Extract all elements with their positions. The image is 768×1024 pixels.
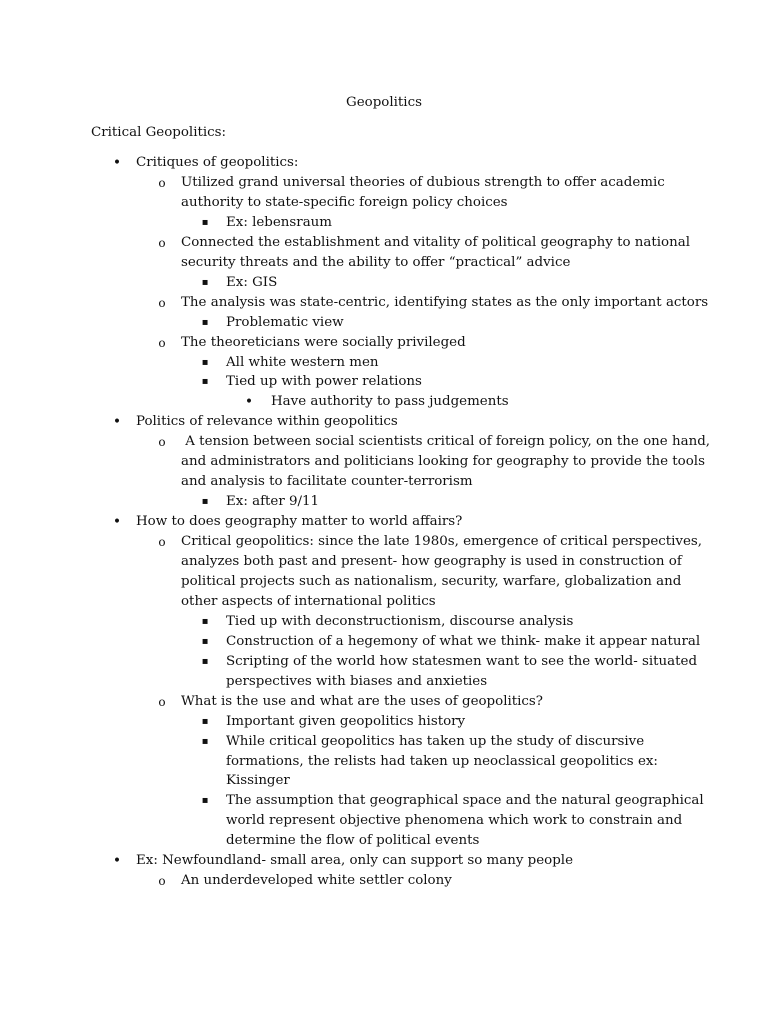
outline-item-text: The analysis was state-centric, identifying states as the only important actors [181, 294, 709, 310]
outline-item-marker: • [112, 853, 122, 870]
outline-item-marker: ▪ [201, 276, 209, 288]
outline-item-text: and analysis to facilitate counter-terrorism [181, 474, 473, 490]
outline-item-marker: • [112, 155, 122, 171]
outline-item-marker: ▪ [201, 735, 209, 747]
outline-item-text: Scripting of the world how statesmen want to see the world- situated [226, 653, 698, 669]
outline-item-marker: ▪ [201, 655, 209, 667]
outline-item-marker: • [112, 414, 122, 431]
outline-item-text: Tied up with power relations [226, 374, 422, 390]
outline-item-marker: ▪ [201, 376, 209, 388]
outline-item-marker: o [158, 175, 166, 190]
outline-item-text: Critical geopolitics: since the late 1980s, emergence of critical perspectives, [181, 534, 703, 550]
outline-item-text: Ex: after 9/11 [226, 494, 320, 510]
outline-item-text: Tied up with deconstructionism, discourse analysis [226, 613, 574, 629]
outline-item-marker: o [158, 295, 166, 310]
outline-item-text: Construction of a hegemony of what we think- make it appear natural [226, 633, 701, 649]
outline-item-text: Connected the establishment and vitality of political geography to national [181, 234, 691, 250]
outline-item-marker: o [158, 535, 166, 550]
outline-item-text: Politics of relevance within geopolitics [136, 414, 398, 430]
outline-item-text: Have authority to pass judgements [271, 394, 509, 410]
outline-item-marker: ▪ [201, 715, 209, 727]
outline-item-text: Utilized grand universal theories of dubious strength to offer academic [181, 174, 665, 190]
outline-item-text: other aspects of international politics [181, 593, 436, 609]
outline-item-text: Problematic view [226, 314, 344, 330]
outline-item-text: An underdeveloped white settler colony [181, 873, 452, 889]
outline-item-marker: ▪ [201, 356, 209, 368]
outline-item-text: authority to state-specific foreign policy choices [181, 194, 508, 210]
outline-item-marker: ▪ [201, 615, 209, 627]
outline-item-text: How to does geography matter to world affairs? [136, 514, 463, 530]
outline-item-marker: ▪ [201, 216, 209, 228]
outline-item-marker: ▪ [201, 635, 209, 647]
outline-item-text: While critical geopolitics has taken up the study of discursive [226, 733, 645, 749]
outline-item-text: The assumption that geographical space and the natural geographical [226, 793, 704, 809]
outline-item-marker: o [158, 874, 166, 889]
outline-item-marker: ▪ [201, 795, 209, 807]
outline-item-text: formations, the relists had taken up neoclassical geopolitics ex: [226, 753, 658, 769]
outline-item-text: Important given geopolitics history [226, 713, 466, 729]
outline-item-marker: o [158, 694, 166, 709]
outline-item-text: What is the use and what are the uses of geopolitics? [181, 693, 543, 709]
outline-item-text: and administrators and politicians looking for geography to provide the tools [181, 454, 705, 470]
section-heading: Critical Geopolitics: [91, 125, 227, 140]
outline-item-text: political projects such as nationalism, security, warfare, globalization and [181, 573, 682, 589]
outline-item-text: Ex: Newfoundland- small area, only can support so many people [136, 853, 574, 869]
outline-item-marker: ▪ [201, 496, 209, 508]
outline-item-marker: o [158, 235, 166, 250]
outline-item-marker: o [158, 335, 166, 350]
outline-item-marker: • [244, 394, 254, 411]
outline-item-text: A tension between social scientists critical of foreign policy, on the one hand, [181, 434, 711, 450]
outline-item-text: Ex: lebensraum [226, 214, 333, 230]
outline-item-text: The theoreticians were socially privileged [181, 334, 466, 350]
outline-item-text: All white western men [226, 354, 379, 370]
outline-item-text: Critiques of geopolitics: [136, 155, 299, 170]
outline-item-text: Ex: GIS [226, 274, 278, 290]
outline-item-text: determine the flow of political events [226, 833, 480, 849]
outline-item-text: Kissinger [226, 773, 290, 789]
outline-item-text: perspectives with biases and anxieties [226, 673, 488, 689]
outline-item-text: security threats and the ability to offer “practical” advice [181, 254, 571, 270]
outline-item-marker: ▪ [201, 316, 209, 328]
outline-item-marker: o [158, 435, 166, 450]
outline-item-marker: • [112, 514, 122, 531]
outline-item-text: analyzes both past and present- how geography is used in construction of [181, 554, 682, 569]
document-title: Geopolitics [346, 95, 422, 110]
outline-item-text: world represent objective phenomena which work to constrain and [226, 813, 683, 829]
